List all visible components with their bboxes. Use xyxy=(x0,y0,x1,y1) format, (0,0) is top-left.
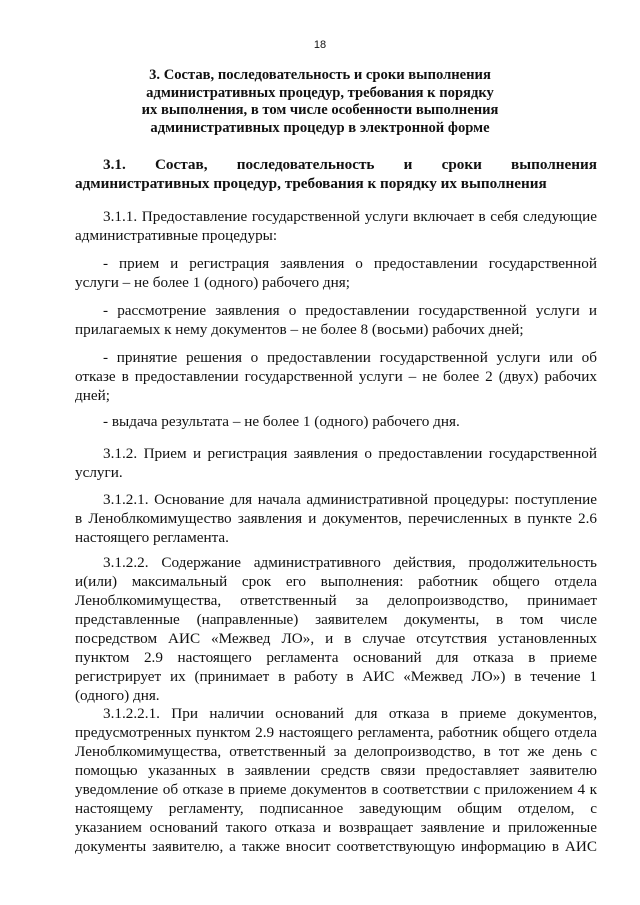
paragraph-line: и(или) максимальный срок его выполнения: работник общего отдела xyxy=(75,573,597,590)
paragraph-line: 3.1. Состав, последовательность и сроки выполнения xyxy=(103,156,597,173)
paragraph-line: дней; xyxy=(75,387,110,404)
paragraph-line: - принятие решения о предоставлении государственной услуги или об xyxy=(103,349,597,366)
paragraph-line: регистрирует их (принимает в работу в АИС «Межвед ЛО») в течение 1 xyxy=(75,668,597,685)
section-title xyxy=(120,67,520,137)
paragraph-line: 3.1.2.2.1. При наличии оснований для отказа в приеме документов, xyxy=(103,705,597,722)
paragraph-line: предусмотренных пунктом 2.9 настоящего регламента, работник общего отдела xyxy=(75,724,597,741)
list-item xyxy=(75,348,597,405)
paragraph-line: посредством АИС «Межвед ЛО», и в случае отсутствия установленных xyxy=(75,630,597,647)
paragraph-line: Леноблкомимущества, ответственный за делопроизводство, принимает xyxy=(75,592,597,609)
paragraph-line: - выдача результата – не более 1 (одного) рабочего дня. xyxy=(103,413,460,430)
paragraph-line: уведомление об отказе в приеме документов в соответствии с приложением 4 к xyxy=(75,781,597,798)
paragraph-line: настоящему регламенту, подписанное заведующим общим отделом, с xyxy=(75,800,597,817)
paragraph-line: 3.1.2.1. Основание для начала административной процедуры: поступление xyxy=(103,491,597,508)
section-title-line: административных процедур, требования к порядку xyxy=(146,84,494,101)
list-item xyxy=(75,412,597,431)
paragraph xyxy=(75,553,597,705)
paragraph xyxy=(75,704,597,856)
paragraph-line: настоящего регламента. xyxy=(75,529,229,546)
paragraph-line: услуги. xyxy=(75,464,123,481)
paragraph-line: помощью указанных в заявлении средств связи предоставляет заявителю xyxy=(75,762,597,779)
list-item xyxy=(75,254,597,292)
paragraph-line: отказе в предоставлении государственной услуги – не более 2 (двух) рабочих xyxy=(75,368,597,385)
paragraph-line: услуги – не более 1 (одного) рабочего дня; xyxy=(75,274,350,291)
paragraph-line: прилагаемых к нему документов – не более 8 (восьми) рабочих дней; xyxy=(75,321,524,338)
paragraph-line: - рассмотрение заявления о предоставлении государственной услуги и xyxy=(103,302,597,319)
paragraph xyxy=(75,490,597,547)
paragraph-line: в Леноблкомимущество заявления и документов, перечисленных в пункте 2.6 xyxy=(75,510,597,527)
paragraph-line: (одного) дня. xyxy=(75,687,160,704)
section-title-line: их выполнения, в том числе особенности выполнения xyxy=(141,102,499,118)
paragraph-line: документы заявителю, а также вносит соответствующую информацию в АИС xyxy=(75,838,597,855)
page-number: 18 xyxy=(313,39,327,51)
paragraph-line: - прием и регистрация заявления о предоставлении государственной xyxy=(103,255,597,272)
list-item xyxy=(75,301,597,339)
paragraph-line: 3.1.1. Предоставление государственной услуги включает в себя следующие xyxy=(103,208,597,225)
paragraph-line: административных процедур, требования к порядку их выполнения xyxy=(75,175,547,192)
paragraph-line: Леноблкомимущества, ответственный за делопроизводство, в тот же день с xyxy=(75,743,597,760)
paragraph-line: 3.1.2. Прием и регистрация заявления о предоставлении государственной xyxy=(103,445,597,462)
paragraph-line: административные процедуры: xyxy=(75,227,278,244)
section-title-line: 3. Состав, последовательность и сроки выполнения xyxy=(149,67,491,83)
paragraph xyxy=(75,207,597,245)
paragraph-line: 3.1.2.2. Содержание административного действия, продолжительность xyxy=(103,554,597,571)
paragraph-line: пунктом 2.9 настоящего регламента оснований для отказа в приеме xyxy=(75,649,597,666)
paragraph xyxy=(75,444,597,482)
paragraph-line: представленные (направленные) заявителем документы, в том числе xyxy=(75,611,597,628)
paragraph-line: указанием оснований такого отказа и возвращает заявление и приложенные xyxy=(75,819,597,836)
subsection-heading xyxy=(75,155,597,193)
section-title-line: административных процедур в электронной форме xyxy=(150,119,490,136)
